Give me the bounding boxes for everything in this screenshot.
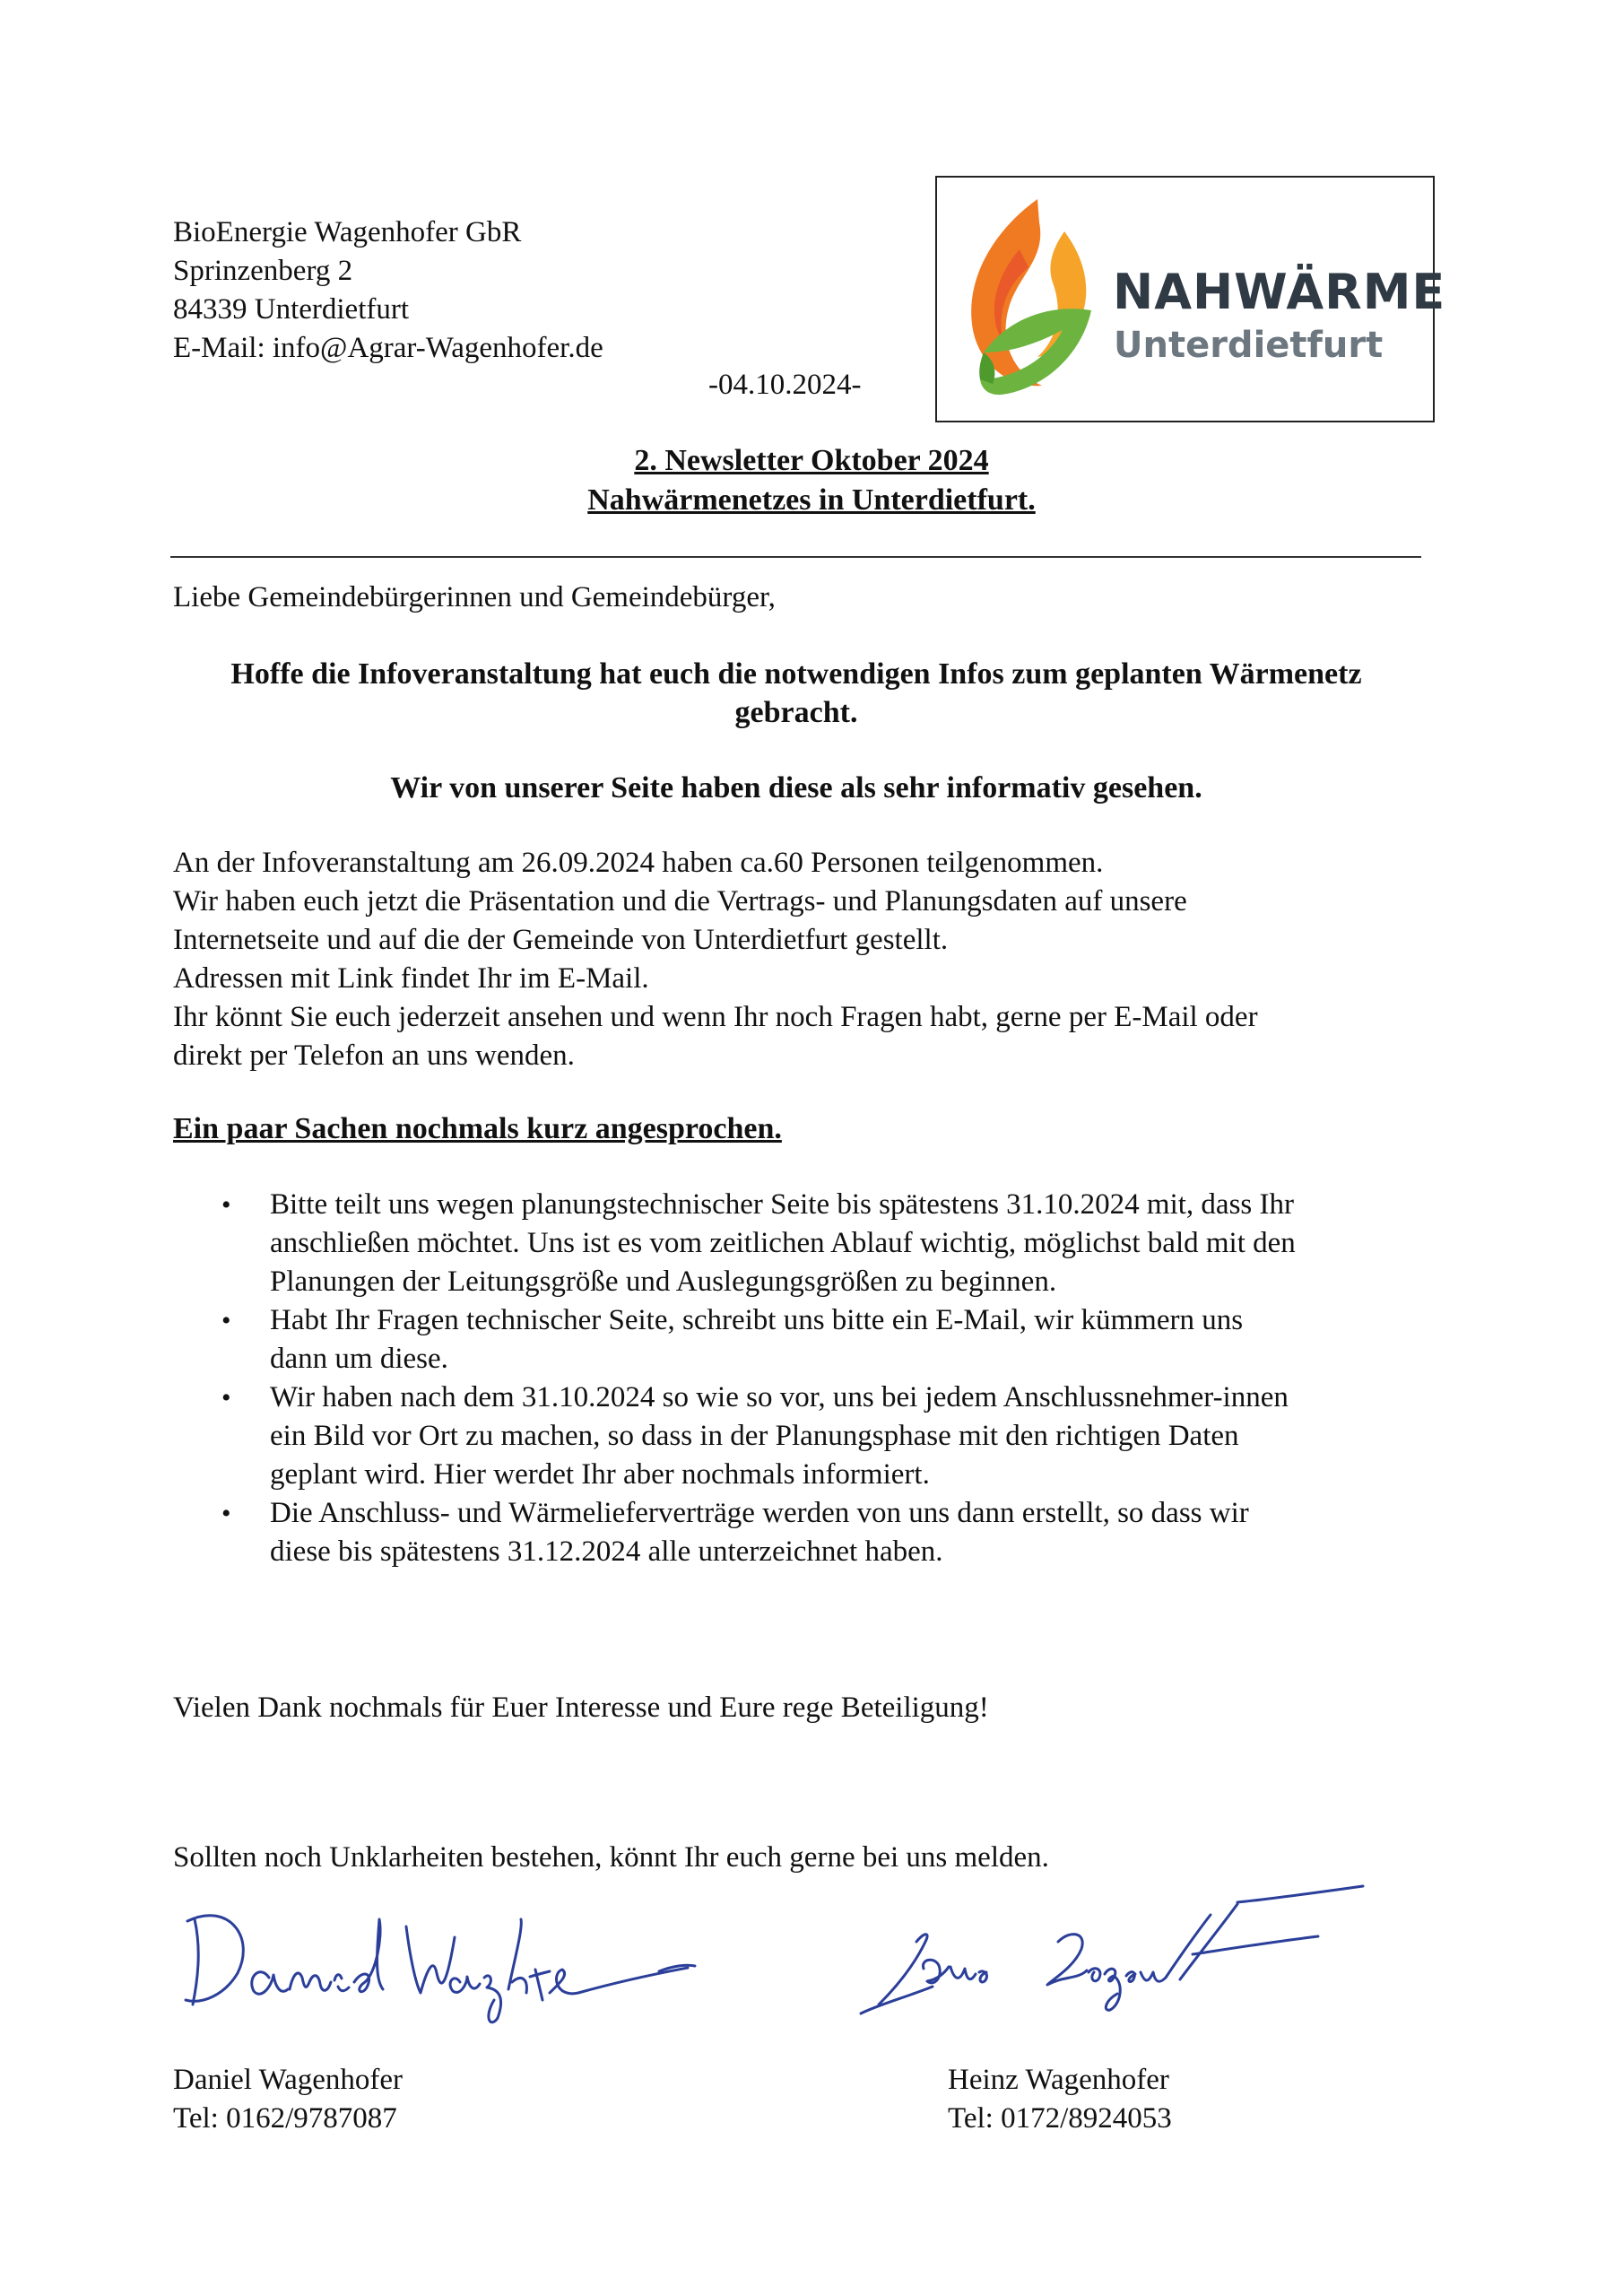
sender-company: BioEnergie Wagenhofer GbR [173,216,522,248]
nahwaerme-logo [935,176,1446,422]
bullet-list [218,1186,1433,1571]
bullet-icon: • [221,1190,231,1220]
list-item [218,1301,1433,1378]
list-item [218,1186,1433,1301]
list-item-line: ein Bild vor Ort zu machen, so dass in der Planungsphase mit den richtigen Daten [270,1420,1239,1452]
paragraph-line: Wir haben euch jetzt die Präsentation und die Vertrags- und Planungsdaten auf unsere [173,885,1187,918]
list-item-line: anschließen möchtet. Uns ist es vom zeitlichen Ablauf wichtig, möglichst bald mit den [270,1227,1296,1259]
list-item-line: diese bis spätestens 31.12.2024 alle unterzeichnet haben. [270,1535,943,1568]
list-item-line: Wir haben nach dem 31.10.2024 so wie so vor, uns bei jedem Anschlussnehmer-innen [270,1381,1289,1413]
informative-statement: Wir von unserer Seite haben diese als sehr informativ gesehen. [390,771,1202,804]
bullet-icon: • [221,1499,231,1528]
heading-line-1: 2. Newsletter Oktober 2024 [634,444,989,477]
signer-daniel [173,2061,403,2138]
logo-title: NAHWÄRME [1113,264,1446,320]
list-item-line: Habt Ihr Fragen technischer Seite, schreibt uns bitte ein E-Mail, wir kümmern uns [270,1304,1244,1336]
subheading: Ein paar Sachen nochmals kurz angesprochen. [173,1112,782,1145]
thanks-text: Vielen Dank nochmals für Euer Interesse und Eure rege Beteiligung! [173,1692,989,1724]
paragraph-line: An der Infoveranstaltung am 26.09.2024 haben ca.60 Personen teilgenommen. [173,847,1104,879]
signer-phone: Tel: 0172/8924053 [948,2102,1172,2135]
signer-name: Daniel Wagenhofer [173,2064,404,2096]
logo-subtitle: Unterdietfurt [1114,325,1384,366]
signer-phone: Tel: 0162/9787087 [173,2102,397,2135]
intro-bold [173,655,1419,732]
sender-address [173,213,603,368]
list-item [218,1494,1433,1571]
list-item-line: geplant wird. Hier werdet Ihr aber nochmals informiert. [270,1458,930,1491]
closing-text: Sollten noch Unklarheiten bestehen, könnt Ihr euch gerne bei uns melden. [173,1841,1049,1874]
greeting: Liebe Gemeindebürgerinnen und Gemeindebürger, [173,581,776,613]
flame-leaf-icon [957,196,1100,406]
info-paragraph [173,844,1428,1075]
list-item-line: Bitte teilt uns wegen planungstechnischer Seite bis spätestens 31.10.2024 mit, dass Ihr [270,1188,1294,1221]
intro-bold-line-1: Hoffe die Infoveranstaltung hat euch die notwendigen Infos zum geplanten Wärmenetz [230,657,1362,691]
signature-daniel [175,1883,704,2027]
list-item-line: dann um diese. [270,1343,448,1375]
intro-bold-line-2: gebracht. [734,696,858,729]
newsletter-heading [0,441,1623,520]
paragraph-line: direkt per Telefon an uns wenden. [173,1039,575,1072]
paragraph-line: Ihr könnt Sie euch jederzeit ansehen und wenn Ihr noch Fragen habt, gerne per E-Mail oder [173,1001,1258,1033]
letter-date: -04.10.2024- [708,369,862,401]
sender-city: 84339 Unterdietfurt [173,293,410,326]
list-item [218,1378,1433,1494]
paragraph-line: Adressen mit Link findet Ihr im E-Mail. [173,962,649,995]
sender-email: E-Mail: info@Agrar-Wagenhofer.de [173,332,603,364]
signer-name: Heinz Wagenhofer [948,2064,1169,2096]
list-item-line: Planungen der Leitungsgröße und Auslegungsgrößen zu beginnen. [270,1265,1057,1298]
heading-line-2: Nahwärmenetzes in Unterdietfurt. [587,483,1036,517]
list-item-line: Die Anschluss- und Wärmelieferverträge werden von uns dann erstellt, so dass wir [270,1497,1249,1529]
divider [170,556,1421,558]
sender-street: Sprinzenberg 2 [173,255,353,287]
paragraph-line: Internetseite und auf die der Gemeinde von Unterdietfurt gestellt. [173,924,949,956]
signer-heinz [948,2061,1172,2138]
bullet-icon: • [221,1306,231,1335]
signature-heinz [852,1879,1390,2027]
bullet-icon: • [221,1383,231,1413]
